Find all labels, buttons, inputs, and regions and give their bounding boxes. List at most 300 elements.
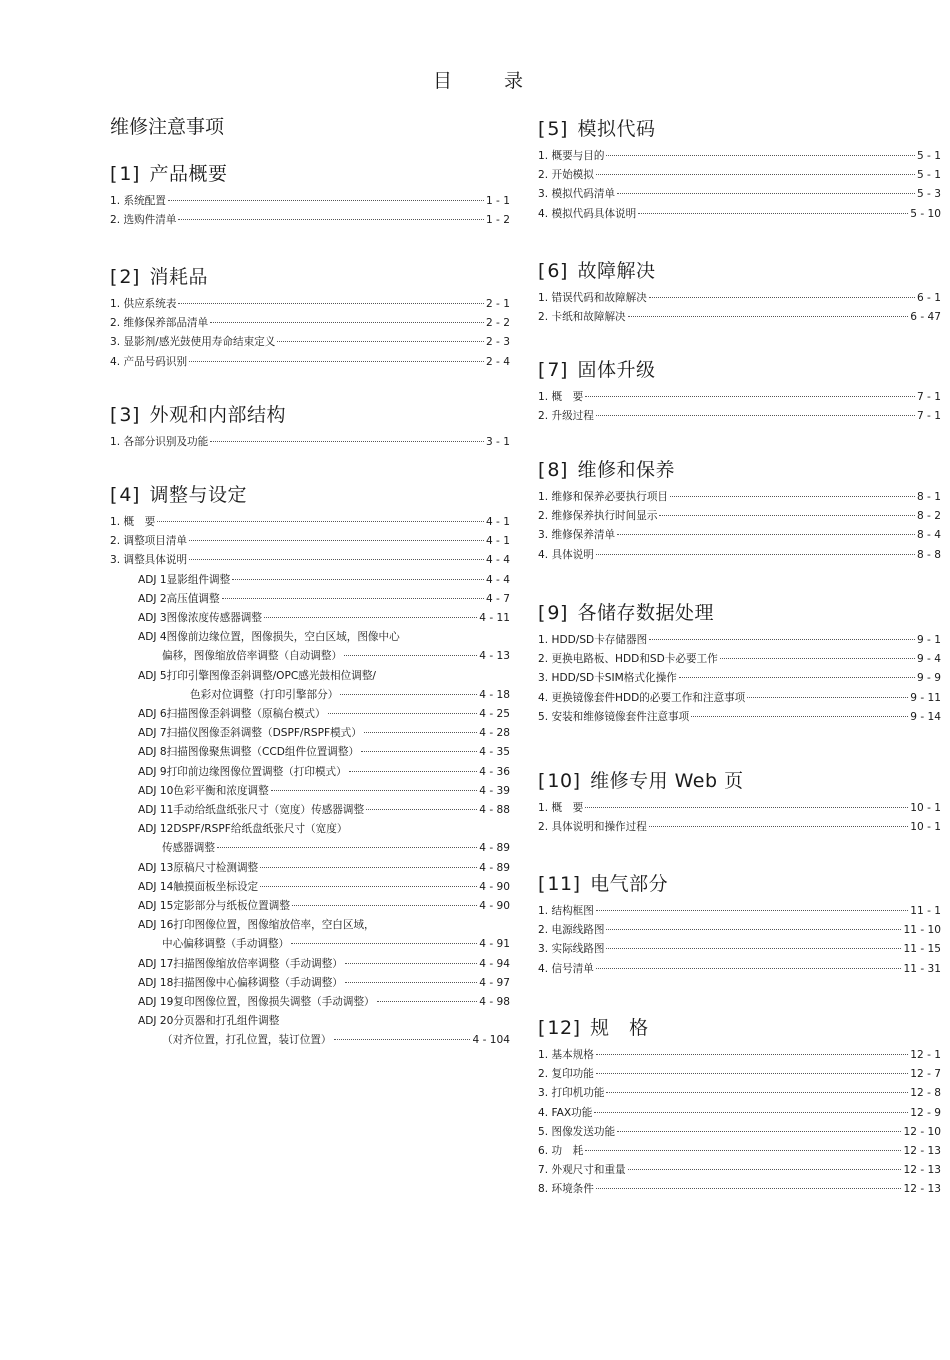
section-title xyxy=(110,483,510,507)
section-title xyxy=(538,601,941,625)
section-bracket-open: [ xyxy=(538,260,548,282)
toc-entry[interactable] xyxy=(538,689,941,708)
toc-entry-page: 4 - 90 xyxy=(479,900,510,913)
dot-leader xyxy=(345,982,477,983)
section-bracket-open: [ xyxy=(110,266,120,288)
toc-entry-label: 7. 外观尺寸和重量 xyxy=(538,1164,626,1177)
section-name: 维修专用 Web 页 xyxy=(590,770,744,792)
toc-entry-label: 色彩对位调整（打印引擎部分） xyxy=(190,688,339,701)
section-title xyxy=(538,769,941,793)
section-number: 1 xyxy=(119,163,133,185)
dot-leader xyxy=(617,1131,901,1132)
toc-entry-page: 5 - 1 xyxy=(916,169,941,182)
toc-entry[interactable] xyxy=(110,211,510,230)
toc-entry-label: ADJ 6扫描图像歪斜调整（原稿台模式） xyxy=(138,708,326,721)
dot-leader xyxy=(340,694,477,695)
section-title xyxy=(538,259,941,283)
dot-leader xyxy=(606,948,901,949)
toc-entry-page: 12 - 1 xyxy=(910,1049,941,1061)
section-number: 11 xyxy=(547,873,573,895)
section-name: 消耗品 xyxy=(149,266,208,288)
section-bracket-close: ] xyxy=(560,459,578,481)
toc-entry-page: 4 - 18 xyxy=(479,688,510,701)
toc-section xyxy=(538,601,941,727)
toc-entry[interactable] xyxy=(538,940,941,959)
section-title xyxy=(538,117,941,141)
toc-entry-page: 1 - 1 xyxy=(485,195,510,207)
toc-entry-label: ADJ 16打印图像位置，图像缩放倍率，空白区域， xyxy=(138,919,375,932)
toc-entry[interactable] xyxy=(110,743,510,762)
toc-entry-label: 2. 升级过程 xyxy=(538,410,594,423)
toc-entry[interactable] xyxy=(538,818,941,837)
toc-entry-page: 11 - 15 xyxy=(903,943,941,956)
toc-entry[interactable] xyxy=(538,308,941,327)
section-number: 9 xyxy=(547,602,561,624)
section-name: 产品概要 xyxy=(149,163,228,185)
dot-leader xyxy=(747,697,908,698)
toc-entry[interactable] xyxy=(538,650,941,669)
toc-entry[interactable] xyxy=(110,333,510,352)
toc-entry-page: 6 - 1 xyxy=(916,292,941,304)
toc-entry[interactable] xyxy=(538,1046,941,1065)
section-bracket-open: [ xyxy=(538,873,548,895)
section-name: 规 格 xyxy=(590,1017,649,1039)
toc-entry-page: 4 - 89 xyxy=(479,861,510,874)
toc-entry[interactable] xyxy=(110,314,510,333)
section-name: 调整与设定 xyxy=(149,484,247,506)
toc-entry[interactable] xyxy=(110,1031,510,1050)
toc-entry-label: 1. 概 要 xyxy=(538,391,584,403)
toc-entry[interactable] xyxy=(110,916,510,935)
toc-entry-page: 3 - 1 xyxy=(485,436,510,448)
toc-entry[interactable] xyxy=(538,507,941,526)
toc-entry-label: 2. 更换电路板、HDD和SD卡必要工作 xyxy=(538,653,718,666)
toc-entry[interactable] xyxy=(538,205,941,224)
toc-entry-label: 1. 概要与目的 xyxy=(538,150,605,162)
toc-entry-label: 1. 错误代码和故障解决 xyxy=(538,292,647,304)
toc-entry-label: 3. 调整具体说明 xyxy=(110,554,188,567)
toc-entry[interactable] xyxy=(110,763,510,782)
toc-section xyxy=(110,162,510,230)
dot-leader xyxy=(189,361,484,362)
dot-leader xyxy=(210,441,484,442)
toc-entry[interactable] xyxy=(110,935,510,954)
toc-entry[interactable] xyxy=(538,902,941,921)
toc-entry-label: 4. FAX功能 xyxy=(538,1106,593,1119)
toc-section xyxy=(538,117,941,224)
toc-entry[interactable] xyxy=(538,1084,941,1103)
section-name: 故障解决 xyxy=(577,260,656,282)
toc-entry[interactable] xyxy=(538,669,941,688)
toc-entry[interactable] xyxy=(538,407,941,426)
toc-entry-page: 4 - 91 xyxy=(479,938,510,951)
toc-entry-label: 4. 具体说明 xyxy=(538,548,594,561)
dot-leader xyxy=(260,867,477,868)
dot-leader xyxy=(596,910,908,911)
toc-entry-label: 4. 模拟代码具体说明 xyxy=(538,207,637,220)
section-number: 12 xyxy=(547,1017,573,1039)
section-name: 外观和内部结构 xyxy=(149,404,286,426)
toc-entry-label: 2. 选购件清单 xyxy=(110,214,177,227)
section-number: 4 xyxy=(119,484,133,506)
toc-entry[interactable] xyxy=(110,705,510,724)
toc-entry-page: 4 - 104 xyxy=(472,1034,510,1047)
toc-section xyxy=(538,358,941,426)
toc-entry-label: 1. 系统配置 xyxy=(110,195,166,207)
toc-entry-label: 3. 打印机功能 xyxy=(538,1087,605,1100)
toc-entry[interactable] xyxy=(110,571,510,590)
dot-leader xyxy=(628,1169,902,1170)
toc-entry[interactable] xyxy=(110,192,510,211)
toc-entry-page: 4 - 11 xyxy=(479,612,510,625)
toc-entry-label: 3. 模拟代码清单 xyxy=(538,188,616,201)
dot-leader xyxy=(649,297,915,298)
dot-leader xyxy=(264,617,477,618)
toc-entry[interactable] xyxy=(110,551,510,570)
toc-entry[interactable] xyxy=(110,878,510,897)
toc-entry[interactable] xyxy=(110,532,510,551)
toc-entry-label: 偏移，图像缩放倍率调整（自动调整） xyxy=(162,650,343,663)
toc-entry-page: 8 - 8 xyxy=(916,548,941,561)
section-bracket-close: ] xyxy=(560,118,578,140)
section-bracket-close: ] xyxy=(132,484,150,506)
toc-entry[interactable] xyxy=(110,955,510,974)
toc-entry[interactable] xyxy=(538,1180,941,1199)
toc-entry[interactable] xyxy=(110,628,510,647)
toc-entry-label: ADJ 1显影组件调整 xyxy=(138,573,231,586)
toc-section xyxy=(110,403,510,452)
section-bracket-close: ] xyxy=(560,359,578,381)
toc-entry-label: 传感器调整 xyxy=(162,842,215,855)
dot-leader xyxy=(328,713,478,714)
toc-entry[interactable] xyxy=(110,590,510,609)
toc-entry[interactable] xyxy=(110,647,510,666)
toc-entry-label: 2. 调整项目清单 xyxy=(110,535,188,548)
toc-entry-page: 4 - 4 xyxy=(485,573,510,586)
dot-leader xyxy=(585,1150,901,1151)
dot-leader xyxy=(596,1054,908,1055)
toc-entry-label: ADJ 12DSPF/RSPF给纸盘纸张尺寸（宽度） xyxy=(138,823,348,836)
toc-entry-page: 11 - 31 xyxy=(903,962,941,975)
toc-entry-page: 5 - 1 xyxy=(916,150,941,162)
section-number: 5 xyxy=(547,118,561,140)
toc-entry-label: 6. 功 耗 xyxy=(538,1145,584,1158)
toc-entry-page: 9 - 4 xyxy=(916,653,941,666)
section-title xyxy=(110,265,510,289)
toc-entry[interactable] xyxy=(538,289,941,308)
toc-entry-page: 12 - 13 xyxy=(903,1145,941,1158)
toc-entry[interactable] xyxy=(110,820,510,839)
toc-entry[interactable] xyxy=(110,433,510,452)
toc-entry[interactable] xyxy=(110,859,510,878)
dot-leader xyxy=(277,341,484,342)
toc-entry-page: 4 - 36 xyxy=(479,765,510,778)
dot-leader xyxy=(628,316,909,317)
section-bracket-close: ] xyxy=(572,1017,591,1039)
toc-entry-label: ADJ 5打印引擎图像歪斜调整/OPC感光鼓相位调整/ xyxy=(138,669,376,682)
section-name: 各储存数据处理 xyxy=(577,602,714,624)
toc-entry-label: 1. 维修和保养必要执行项目 xyxy=(538,491,669,503)
section-bracket-close: ] xyxy=(132,163,150,185)
toc-entry-label: 2. 卡纸和故障解决 xyxy=(538,311,626,324)
toc-entry-page: 12 - 13 xyxy=(903,1183,941,1196)
toc-entry[interactable] xyxy=(110,609,510,628)
dot-leader xyxy=(178,219,484,220)
toc-entry-page: 9 - 11 xyxy=(910,691,941,704)
section-bracket-open: [ xyxy=(110,163,120,185)
dot-leader xyxy=(617,534,915,535)
toc-entry[interactable] xyxy=(110,782,510,801)
toc-entry-page: 11 - 1 xyxy=(910,905,941,917)
section-title xyxy=(538,1016,941,1040)
toc-section xyxy=(538,259,941,327)
section-name: 维修和保养 xyxy=(577,459,675,481)
toc-entry[interactable] xyxy=(538,166,941,185)
dot-leader xyxy=(168,200,484,201)
dot-leader xyxy=(260,886,477,887)
toc-section xyxy=(538,769,941,837)
toc-entry[interactable] xyxy=(538,921,941,940)
maintenance-notice-heading: 维修注意事项 xyxy=(110,116,225,138)
toc-entry-page: 11 - 10 xyxy=(903,924,941,937)
dot-leader xyxy=(659,515,915,516)
dot-leader xyxy=(271,790,477,791)
toc-entry[interactable] xyxy=(110,974,510,993)
toc-entry[interactable] xyxy=(538,631,941,650)
section-bracket-open: [ xyxy=(538,359,548,381)
section-name: 电气部分 xyxy=(590,873,669,895)
toc-entry-page: 7 - 1 xyxy=(916,410,941,423)
toc-entry-label: 1. 概 要 xyxy=(110,516,156,528)
toc-entry-page: 9 - 14 xyxy=(910,710,941,723)
toc-entry-page: 4 - 90 xyxy=(479,880,510,893)
toc-entry[interactable] xyxy=(538,1161,941,1180)
toc-entry-label: ADJ 7扫描仪图像歪斜调整（DSPF/RSPF模式） xyxy=(138,727,362,740)
toc-entry-label: ADJ 14触摸面板坐标设定 xyxy=(138,880,259,893)
toc-entry-label: 4. 更换镜像套件HDD的必要工作和注意事项 xyxy=(538,691,746,704)
toc-entry[interactable] xyxy=(538,488,941,507)
toc-entry-page: 7 - 1 xyxy=(916,391,941,403)
dot-leader xyxy=(157,521,484,522)
toc-entry-label: 3. 实际线路图 xyxy=(538,943,605,956)
section-number: 7 xyxy=(547,359,561,381)
dot-leader xyxy=(364,732,477,733)
toc-entry-page: 4 - 98 xyxy=(479,996,510,1009)
dot-leader xyxy=(596,968,902,969)
dot-leader xyxy=(222,598,484,599)
dot-leader xyxy=(596,1188,902,1189)
toc-entry-page: 8 - 2 xyxy=(916,510,941,523)
toc-entry[interactable] xyxy=(110,897,510,916)
section-bracket-close: ] xyxy=(560,602,578,624)
toc-section xyxy=(538,458,941,565)
toc-entry[interactable] xyxy=(110,724,510,743)
toc-entry-page: 12 - 10 xyxy=(903,1125,941,1138)
toc-entry[interactable] xyxy=(110,993,510,1012)
toc-entry-label: 2. 维修保养执行时间显示 xyxy=(538,510,658,523)
section-bracket-close: ] xyxy=(132,404,150,426)
dot-leader xyxy=(361,751,477,752)
toc-entry[interactable] xyxy=(538,1142,941,1161)
toc-entry[interactable] xyxy=(538,185,941,204)
toc-entry-label: 4. 产品号码识别 xyxy=(110,355,188,368)
toc-entry[interactable] xyxy=(110,353,510,372)
toc-entry-page: 8 - 4 xyxy=(916,529,941,542)
dot-leader xyxy=(596,174,915,175)
toc-entry-page: 2 - 4 xyxy=(485,355,510,368)
toc-entry[interactable] xyxy=(538,799,941,818)
dot-leader xyxy=(585,807,908,808)
toc-entry-page: 4 - 35 xyxy=(479,746,510,759)
dot-leader xyxy=(178,303,484,304)
toc-entry-label: ADJ 4图像前边缘位置，图像损失，空白区域，图像中心 xyxy=(138,631,400,644)
section-name: 固体升级 xyxy=(577,359,656,381)
toc-entry-page: 5 - 10 xyxy=(910,207,941,220)
toc-entry-label: 3. 维修保养清单 xyxy=(538,529,616,542)
toc-entry[interactable] xyxy=(110,295,510,314)
toc-entry-label: ADJ 18扫描图像中心偏移调整（手动调整） xyxy=(138,976,343,989)
toc-entry-label: ADJ 11手动给纸盘纸张尺寸（宽度）传感器调整 xyxy=(138,804,365,817)
toc-entry[interactable] xyxy=(538,1065,941,1084)
section-number: 10 xyxy=(547,770,573,792)
toc-entry-label: ADJ 2高压值调整 xyxy=(138,592,220,605)
toc-entry-page: 9 - 9 xyxy=(916,672,941,685)
toc-entry-page: 4 - 25 xyxy=(479,708,510,721)
toc-entry-page: 5 - 3 xyxy=(916,188,941,201)
section-number: 3 xyxy=(119,404,133,426)
toc-entry-page: 2 - 2 xyxy=(485,317,510,330)
toc-entry-label: ADJ 20分页器和打孔组件调整 xyxy=(138,1015,280,1028)
toc-section xyxy=(110,265,510,372)
section-number: 2 xyxy=(119,266,133,288)
toc-entry[interactable] xyxy=(538,147,941,166)
toc-entry-label: 1. 供应系统表 xyxy=(110,298,177,310)
toc-entry[interactable] xyxy=(110,667,510,686)
toc-entry-page: 8 - 1 xyxy=(916,491,941,503)
toc-entry[interactable] xyxy=(110,1012,510,1031)
dot-leader xyxy=(606,929,901,930)
dot-leader xyxy=(679,677,915,678)
toc-entry[interactable] xyxy=(110,513,510,532)
dot-leader xyxy=(217,847,477,848)
toc-entry[interactable] xyxy=(538,546,941,565)
dot-leader xyxy=(594,1112,908,1113)
toc-entry-page: 6 - 47 xyxy=(910,311,941,324)
toc-entry[interactable] xyxy=(538,1123,941,1142)
dot-leader xyxy=(210,322,484,323)
toc-entry-label: 中心偏移调整（手动调整） xyxy=(162,938,290,951)
toc-entry-page: 12 - 8 xyxy=(910,1087,941,1100)
toc-entry-label: ADJ 13原稿尺寸检测调整 xyxy=(138,861,259,874)
toc-entry-page: 4 - 1 xyxy=(485,516,510,528)
toc-entry-page: 12 - 13 xyxy=(903,1164,941,1177)
toc-entry[interactable] xyxy=(538,708,941,727)
dot-leader xyxy=(720,658,915,659)
toc-entry-label: ADJ 10色彩平衡和浓度调整 xyxy=(138,784,269,797)
toc-entry-label: （对齐位置，打孔位置，装订位置） xyxy=(162,1034,332,1047)
section-bracket-open: [ xyxy=(110,404,120,426)
section-name: 模拟代码 xyxy=(577,118,656,140)
dot-leader xyxy=(691,716,908,717)
toc-entry[interactable] xyxy=(110,839,510,858)
toc-entry-page: 10 - 1 xyxy=(910,821,941,834)
dot-leader xyxy=(585,396,915,397)
toc-entry-page: 4 - 89 xyxy=(479,842,510,855)
toc-entry-page: 12 - 9 xyxy=(910,1106,941,1119)
section-title xyxy=(538,458,941,482)
toc-entry-label: 5. 图像发送功能 xyxy=(538,1125,616,1138)
dot-leader xyxy=(596,415,915,416)
dot-leader xyxy=(291,943,477,944)
toc-entry[interactable] xyxy=(538,960,941,979)
dot-leader xyxy=(606,1092,908,1093)
dot-leader xyxy=(617,193,915,194)
toc-entry-label: 2. 开始模拟 xyxy=(538,169,594,182)
toc-entry-label: 1. 各部分识别及功能 xyxy=(110,436,209,448)
section-number: 6 xyxy=(547,260,561,282)
dot-leader xyxy=(334,1039,471,1040)
section-bracket-open: [ xyxy=(538,459,548,481)
section-bracket-open: [ xyxy=(110,484,120,506)
toc-entry-label: 2. 具体说明和操作过程 xyxy=(538,821,647,834)
toc-entry-page: 4 - 7 xyxy=(485,592,510,605)
section-title xyxy=(110,403,510,427)
toc-entry-page: 4 - 4 xyxy=(485,554,510,567)
toc-entry-label: 1. 结构框图 xyxy=(538,905,594,917)
section-bracket-open: [ xyxy=(538,1017,548,1039)
dot-leader xyxy=(596,1073,908,1074)
section-title xyxy=(110,162,510,186)
toc-entry-page: 4 - 88 xyxy=(479,804,510,817)
toc-entry-page: 2 - 1 xyxy=(485,298,510,310)
dot-leader xyxy=(345,963,477,964)
toc-entry-page: 4 - 28 xyxy=(479,727,510,740)
toc-entry[interactable] xyxy=(110,686,510,705)
dot-leader xyxy=(366,809,477,810)
section-title xyxy=(538,358,941,382)
toc-entry-label: ADJ 15定影部分与纸板位置调整 xyxy=(138,900,290,913)
dot-leader xyxy=(377,1001,478,1002)
toc-entry-label: 1. 基本规格 xyxy=(538,1049,594,1061)
dot-leader xyxy=(670,496,915,497)
section-bracket-close: ] xyxy=(132,266,150,288)
toc-entry-label: 3. HDD/SD卡SIM格式化操作 xyxy=(538,672,677,685)
toc-entry-label: ADJ 19复印图像位置，图像损失调整（手动调整） xyxy=(138,996,375,1009)
toc-section xyxy=(110,483,510,1051)
toc-entry[interactable] xyxy=(538,388,941,407)
toc-entry-page: 12 - 7 xyxy=(910,1068,941,1081)
toc-entry-label: 5. 安装和维修镜像套件注意事项 xyxy=(538,710,690,723)
toc-entry[interactable] xyxy=(538,526,941,545)
toc-entry-label: 4. 信号清单 xyxy=(538,962,594,975)
toc-entry-label: 2. 维修保养部品清单 xyxy=(110,317,209,330)
toc-entry-label: 2. 电源线路图 xyxy=(538,924,605,937)
section-bracket-open: [ xyxy=(538,602,548,624)
toc-entry-label: 1. HDD/SD卡存储器图 xyxy=(538,634,648,646)
page-title: 目录 xyxy=(432,70,575,92)
dot-leader xyxy=(344,655,477,656)
toc-entry-page: 4 - 94 xyxy=(479,957,510,970)
toc-entry[interactable] xyxy=(538,1104,941,1123)
toc-entry[interactable] xyxy=(110,801,510,820)
toc-entry-page: 9 - 1 xyxy=(916,634,941,646)
toc-section xyxy=(538,1016,941,1200)
dot-leader xyxy=(638,213,908,214)
dot-leader xyxy=(349,771,477,772)
toc-entry-label: ADJ 17扫描图像缩放倍率调整（手动调整） xyxy=(138,957,343,970)
toc-entry-page: 4 - 97 xyxy=(479,976,510,989)
toc-entry-page: 1 - 2 xyxy=(485,214,510,227)
